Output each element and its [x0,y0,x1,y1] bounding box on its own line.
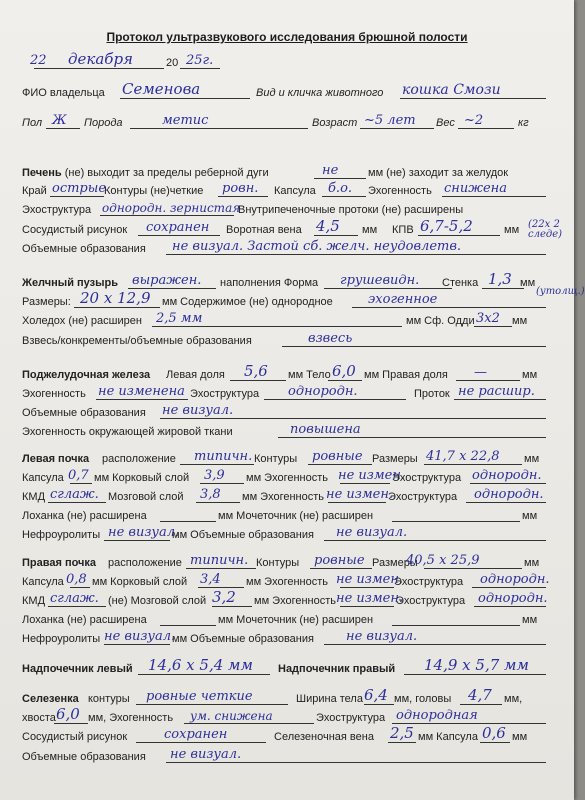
liver-echo-value: снижена [444,181,508,196]
liver-row-5 [22,240,544,255]
gb-wall-value: 1,3 [488,270,512,288]
rk-ureter-label: мм Мочеточник (не) расширен [218,614,374,626]
rk-title: Правая почка [22,557,97,569]
lk-size-label: Размеры [372,453,418,465]
lk-med-label: Мозговой слой [108,491,184,503]
lk-size-value: 41,7 х 22,8 [426,449,500,464]
lk-row-4 [22,507,544,522]
adrenal-right-value: 14,9 х 5,7 мм [424,656,529,674]
rk-ureter-unit: мм [522,614,538,626]
gb-wall-note: (утолщ.) [536,286,585,297]
spleen-vasc-label: Сосудистый рисунок [22,731,128,743]
lk-ureter-label: мм Мочеточник (не) расширен [218,510,374,522]
spleen-head-value: 4,7 [468,686,492,704]
spleen-width-value: 6,4 [364,686,388,704]
lk-med-struct-value: однородн. [474,487,544,502]
liver-ducts-label: Внутрипеченочные протоки (не) расширены [238,204,464,216]
liver-struct-label: Эхоструктура [22,204,92,216]
lk-mass-value: не визуал. [336,525,408,540]
lk-cont-label: Контуры [254,453,298,465]
spleen-echo-value: ум. снижена [190,709,273,723]
rk-nephro-value: не визуал. [104,629,176,644]
rk-med-echo-label: мм Эхогенность [254,595,337,607]
pancreas-right-value: — [474,365,487,380]
weight-label: Вес [436,117,455,129]
owner-value: Семенова [122,80,201,98]
spleen-cap-value: 0,6 [482,724,506,742]
liver-vasc-value: сохранен [146,220,210,235]
spleen-struct-label: Эхоструктура [316,712,386,724]
gb-duct-label: Холедох (не) расширен [22,315,142,327]
liver-portal-value: 4,5 [316,217,340,235]
breed-label: Порода [84,117,123,129]
pancreas-title: Поджелудочная железа [22,369,151,381]
lk-med-value: 3,8 [200,487,221,502]
pancreas-fat-label: Эхогенность окружающей жировой ткани [22,426,233,438]
spleen-head-label: мм, головы [394,693,452,705]
rk-med-struct-label: Эхоструктура [396,595,466,607]
pancreas-body-value: 6,0 [332,362,356,380]
spleen-cap-unit: мм [512,731,528,743]
date-row [22,50,544,69]
gb-size-value: 20 х 12,9 [80,289,151,307]
lk-row-5 [22,526,544,541]
pancreas-body-label: мм Тело [288,369,331,381]
gb-form-value: грушевидн. [340,273,420,288]
lk-med-echo-value: не измен. [326,487,394,502]
age-label: Возраст [312,117,358,129]
lk-pelvis-label: Лоханка (не) расширена [22,510,147,522]
rk-cap-label: Капсула [22,576,64,588]
spleen-width-label: Ширина тела [296,693,363,705]
lk-size-unit: мм [524,453,540,465]
liver-row-3 [22,201,544,216]
lk-struct-value: однородн. [472,468,542,483]
gb-row-4 [22,332,544,347]
lk-mass-label: мм Объемные образования [172,529,314,541]
rk-cortex-label: мм Корковый слой [92,576,188,588]
pancreas-duct-label: Проток [414,388,450,400]
pancreas-mass-value: не визуал. [162,403,234,418]
adrenal-row [22,656,544,675]
liver-mass-label: Объемные образования [22,243,146,255]
pancreas-struct-label: Эхоструктура [190,388,260,400]
spleen-row-1 [22,686,544,705]
liver-edge-label: Край [22,185,47,197]
liver-kpv-value: 6,7-5,2 [420,217,473,235]
rk-kmd-label: КМД [22,595,46,607]
lk-kmd-value: сглаж. [50,487,99,502]
liver-kpv-label: КПВ [392,224,414,236]
lk-row-1 [22,450,544,465]
spleen-row-4 [22,748,544,763]
rk-med-echo-value: не измен. [336,591,404,606]
liver-capsule-label: Капсула [274,185,316,197]
weight-unit: кг [518,117,529,129]
gb-row-2 [22,289,544,308]
lk-title: Левая почка [22,453,90,465]
liver-row-4 [22,217,563,240]
rk-nephro-label: Нефроуролиты [22,633,101,645]
lk-row-2 [22,469,544,484]
liver-kpv-unit: мм [504,224,520,236]
lk-med-struct-label: Эхоструктура [388,491,458,503]
spleen-vasc-value: сохранен [164,727,228,742]
rk-mass-label: мм Объемные образования [172,633,314,645]
liver-portal-label: Воротная вена [226,224,302,236]
rk-pelvis-label: Лоханка (не) расширена [22,614,147,626]
gb-row-3 [22,312,544,327]
rk-size-value: 40,5 х 25,9 [406,553,480,568]
date-month: декабря [68,50,133,68]
spleen-row-3 [22,724,544,743]
rk-row-2 [22,572,550,588]
liver-mass-value: не визуал. Застой сб. желч. неудовлетв. [172,239,462,254]
liver-capsule-value: б.о. [328,181,353,196]
pancreas-mass-label: Объемные образования [22,407,146,419]
spleen-row-2 [22,705,544,724]
gb-mass-value: взвесь [308,331,353,346]
spleen-tail-value: 6,0 [56,705,80,723]
liver-vasc-label: Сосудистый рисунок [22,224,128,236]
spleen-title: Селезенка [22,693,79,705]
gb-oddi-label: мм Сф. Одди [406,315,475,327]
weight-value: ~2 [464,113,484,128]
lk-cont-value: ровные [312,449,363,464]
rk-row-3 [22,588,548,607]
pancreas-row-3 [22,404,544,419]
animal-value: кошка Смози [402,82,501,98]
spleen-struct-value: однородная [396,708,478,723]
gb-wall-unit: мм [520,277,536,289]
rk-pos-value: типичн. [190,553,249,568]
rk-row-1 [22,554,544,569]
rk-struct-label: Эхоструктура [394,576,464,588]
pancreas-echo-value: не изменена [98,384,185,399]
rk-echo-label: мм Эхогенность [246,576,329,588]
adrenal-left-value: 14,6 х 5,4 мм [148,656,253,674]
spleen-mass-value: не визуал. [170,747,242,762]
gb-shape-value: выражен. [132,273,202,288]
lk-nephro-label: Нефроуролиты [22,529,101,541]
liver-beyond-value: не [322,163,339,178]
spleen-echo-label: мм, Эхогенность [88,712,174,724]
liver-contours-label: Контуры (не)четкие [104,185,204,197]
liver-row-2 [22,182,544,197]
lk-struct-label: Эхоструктура [392,472,462,484]
lk-cortex-label: мм Корковый слой [94,472,190,484]
liver-kpv-note: (22х 2 следе) [528,219,563,240]
lk-cap-label: Капсула [22,472,64,484]
rk-cont-value: ровные [314,553,365,568]
pancreas-duct-value: не расшир. [458,384,535,399]
adrenal-left-label: Надпочечник левый [22,663,133,675]
spleen-tail-label: хвоста [22,712,56,724]
rk-row-4 [22,611,544,626]
gb-row-1 [22,270,585,297]
pancreas-fat-value: повышена [290,422,361,437]
pancreas-row-2 [22,385,544,400]
lk-echo-label: мм Эхогенность [246,472,329,484]
rk-pos-label: расположение [108,557,182,569]
spleen-cont-label: контуры [88,693,130,705]
lk-kmd-label: КМД [22,491,46,503]
rk-med-struct-value: однородн. [478,591,548,606]
gb-fill-label: наполнения Форма [220,277,319,289]
pancreas-left-label: Левая доля [166,369,225,381]
page-title: Протокол ультразвукового исследования брюшной полости [106,30,468,44]
date-year-prefix: 20 [166,57,179,69]
rk-cont-label: Контуры [256,557,300,569]
animal-label: Вид и кличка животного [256,87,384,99]
lk-nephro-value: не визуал. [108,525,180,540]
gb-duct-value: 2,5 мм [156,311,203,326]
rk-mass-value: не визуал. [346,629,418,644]
rk-cap-value: 0,8 [66,572,87,587]
spleen-vein-value: 2,5 [390,724,414,742]
gb-content-value: эхогенное [368,292,438,307]
spleen-cap-label: мм Капсула [418,731,478,743]
gb-oddi-value: 3х2 [476,311,500,326]
rk-row-5 [22,630,544,645]
pancreas-echo-label: Эхогенность [22,388,86,400]
owner-label: ФИО владельца [22,87,105,99]
pancreas-row-4 [22,423,544,438]
rk-med-label: (не) Мозговой слой [108,595,207,607]
spleen-mass-label: Объемные образования [22,751,146,763]
spleen-cont-value: ровные четкие [146,689,253,704]
lk-echo-value: не измен. [338,468,406,483]
gb-content-label: мм Содержимое (не) однородное [162,296,333,308]
date-day: 22 [30,53,47,68]
rk-cortex-value: 3,4 [200,572,221,587]
lk-cap-value: 0,7 [68,468,89,483]
liver-portal-unit: мм [362,224,378,236]
pancreas-row-1 [22,362,544,381]
pancreas-unit: мм [522,369,538,381]
pancreas-left-value: 5,6 [244,362,268,380]
rk-echo-value: не измен. [336,572,404,587]
liver-echo-label: Эхогенность [368,185,432,197]
owner-row [22,80,544,99]
liver-title: Печень [22,167,62,179]
spleen-vein-label: Селезеночная вена [274,731,374,743]
lk-row-3 [22,488,544,503]
liver-beyond-label: (не) выходит за пределы реберной дуги [61,167,269,179]
liver-edge-value: острые [52,181,107,196]
age-value: ~5 лет [364,113,416,128]
liver-contours-value: ровн. [222,181,259,196]
rk-size-label: Размеры [372,557,418,569]
gb-size-label: Размеры: [22,296,71,308]
liver-row-1 [22,164,544,179]
liver-struct-value: однородн. зернистая [102,201,241,215]
rk-med-value: 3,2 [212,588,236,606]
gb-wall-label: Стенка [442,277,479,289]
sex-label: Пол [22,117,43,129]
liver-stomach-label: мм (не) заходит за желудок [368,167,509,179]
gb-mass-label: Взвесь/конкременты/объемные образования [22,335,252,347]
rk-kmd-value: сглаж. [50,591,99,606]
pancreas-right-label: мм Правая доля [364,369,448,381]
sex-value: Ж [52,113,67,128]
lk-ureter-unit: мм [522,510,538,522]
spleen-head-unit: мм, [504,693,523,705]
patient-row [22,114,544,129]
gb-title: Желчный пузырь [22,277,118,289]
lk-cortex-value: 3,9 [204,468,225,483]
lk-pos-label: расположение [102,453,176,465]
lk-pos-value: типичн. [194,449,253,464]
date-year: 25г. [186,53,214,68]
gb-oddi-unit: мм [512,315,528,327]
rk-size-unit: мм [524,557,540,569]
lk-med-echo-label: мм Эхогенность [242,491,325,503]
rk-struct-value: однородн. [480,572,550,587]
adrenal-right-label: Надпочечник правый [278,663,396,675]
pancreas-struct-value: однородн. [288,384,358,399]
breed-value: метис [162,113,209,128]
